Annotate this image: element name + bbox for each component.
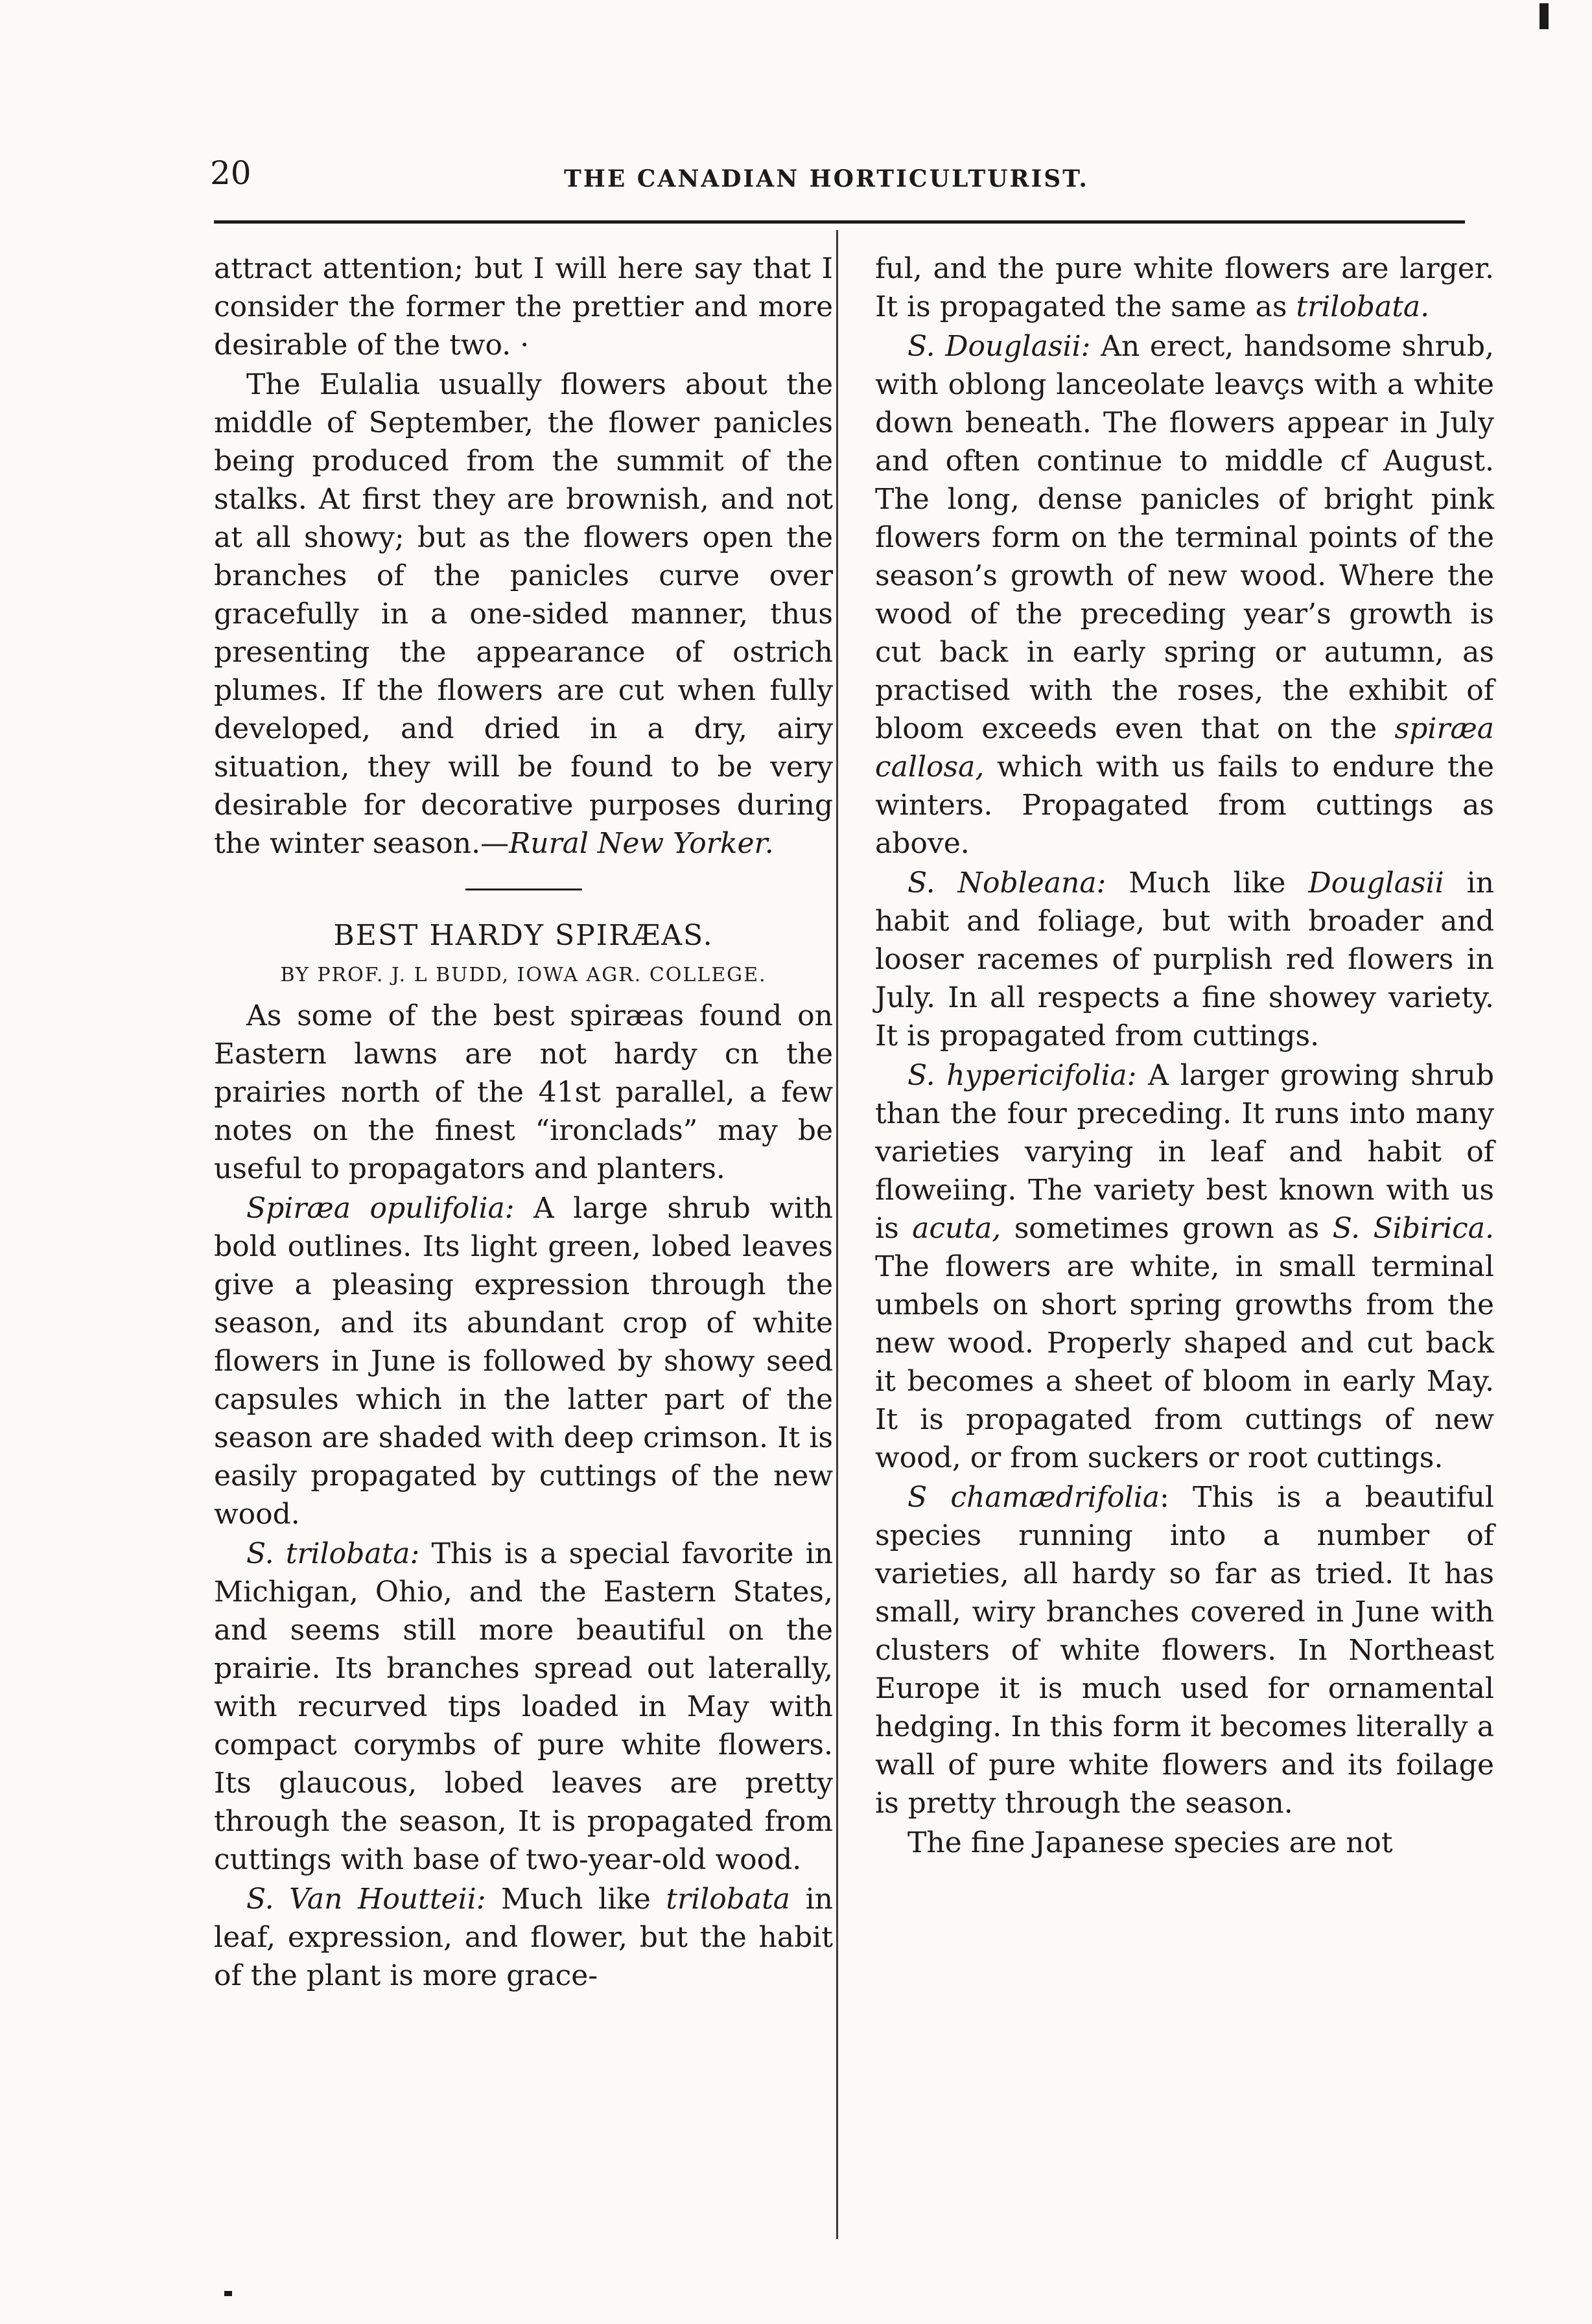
paragraph-text: A larger growing shrub than the four preceding. It runs into many varieties varying in leaf and habit of floweiing. The variety best known with us is <box>875 1059 1494 1245</box>
paragraph-text: sometimes grown as <box>1001 1212 1333 1245</box>
paragraph: As some of the best spiræas found on Eastern lawns are not hardy cn the prairies north of the 41st parallel, a few notes on the finest “ironclads” may be useful to propagators and planters. <box>214 999 833 1185</box>
header-rule <box>214 220 1465 224</box>
paragraph <box>875 250 1494 326</box>
article-title: BEST HARDY SPIRÆAS. <box>333 919 714 952</box>
paragraph-text: The Eulalia usually flowers about the middle of September, the flower panicles being produced from the summit of the stalks. At first they are brownish, and not at all showy; but as the flowers open the branches of the panicles curve over gracefully in a one-sided manner, thus presenting the appearance of ostrich plumes. If the flowers are cut when fully developed, and dried in a dry, airy situation, they will be found to be very desirable for decorative purposes during the winter season.— <box>214 368 833 860</box>
italic-term: trilobata. <box>1296 290 1430 323</box>
page-number: 20 <box>210 154 252 192</box>
paragraph-text: An erect, handsome shrub, with oblong lanceolate leavçs with a white down beneath. The flowers appear in July and often continue to middle cf August. The long, dense panicles of bright pink flowers form on the terminal points of the season’s growth of new wood. Where the wood of the preceding year’s growth is cut back in early spring or autumn, as practised with the roses, the exhibit of bloom exceeds even that on the <box>875 330 1495 745</box>
italic-term: acuta, <box>912 1212 1001 1245</box>
species-name: Spiræa opulifolia: <box>246 1192 515 1225</box>
species-name: S. Van Houtteii: <box>246 1883 486 1916</box>
left-column <box>214 250 833 1996</box>
column-divider <box>836 230 838 2239</box>
paragraph <box>214 1880 833 1995</box>
paragraph <box>875 327 1494 863</box>
paragraph <box>214 1189 833 1533</box>
paragraph <box>875 1056 1494 1477</box>
paragraph-text: The flowers are white, in small terminal umbels on short spring growths from the new wood. Properly shaped and cut back it becomes a sheet of bloom in early May. It is propagated from cuttings of new wood, or from suckers or root cuttings. <box>875 1250 1494 1474</box>
paragraph-text: A large shrub with bold outlines. Its light green, lobed leaves give a pleasing expression through the season, and its abundant crop of white flowers in June is followed by showy seed capsules which in the latter part of the season are shaded with deep crimson. It is easily propagated by cuttings of the new wood. <box>214 1192 833 1531</box>
paragraph-text: Much like <box>486 1883 666 1916</box>
running-title: THE CANADIAN HORTICULTURIST. <box>564 165 1089 192</box>
paragraph-text: which with us fails to endure the winters. Propagated from cuttings as above. <box>875 750 1494 860</box>
scan-mark <box>224 2291 232 2296</box>
paragraph-text: Much like <box>1106 866 1309 900</box>
paragraph-text: This is a special favorite in Michigan, Ohio, and the Eastern States, and seems still more beautiful on the prairie. Its branches spread out laterally, with recurved tips loaded in May with compact corymbs of pure white flowers. Its glaucous, lobed leaves are pretty through the season, It is propagated from cuttings with base of two-year-old wood. <box>214 1537 833 1876</box>
paragraph: attract attention; but I will here say that I consider the former the prettier and more desirable of the two. · <box>214 252 833 362</box>
paragraph <box>214 366 833 863</box>
paragraph: The fine Japanese species are not <box>907 1826 1393 1859</box>
italic-term: Douglasii <box>1308 866 1444 900</box>
right-column <box>875 250 1494 1863</box>
species-name: S chamædrifolia <box>907 1481 1160 1514</box>
paragraph <box>875 1478 1494 1822</box>
italic-term: spiræa callosa, <box>875 712 1494 784</box>
paragraph-text: in habit and foliage, but with broader and looser racemes of purplish red flowers in July. In all respects a fine showey variety. It is propagated from cuttings. <box>875 866 1494 1052</box>
section-divider <box>465 889 582 890</box>
source-citation: Rural New Yorker. <box>509 827 774 860</box>
article-byline: BY PROF. J. L BUDD, IOWA AGR. COLLEGE. <box>280 964 767 986</box>
paragraph <box>875 864 1494 1055</box>
species-name: S. Nobleana: <box>907 866 1106 900</box>
species-name: S. hypericifolia: <box>907 1059 1137 1092</box>
paragraph <box>214 1535 833 1879</box>
scan-mark <box>1539 3 1549 29</box>
paragraph-text: in leaf, expression, and flower, but the habit of the plant is more grace- <box>214 1883 833 1992</box>
species-name: S. trilobata: <box>246 1537 420 1570</box>
italic-term: S. Sibirica. <box>1332 1212 1495 1245</box>
italic-term: trilobata <box>666 1883 791 1916</box>
paragraph-text: ful, and the pure white flowers are larger. It is propagated the same as <box>875 252 1494 323</box>
paragraph-text: : This is a beautiful species running into a number of varieties, all hardy so far as tried. It has small, wiry branches covered in June with clusters of white flowers. In Northeast Europe it is much used for ornamental hedging. In this form it becomes literally a wall of pure white flowers and its foilage is pretty through the season. <box>875 1481 1494 1820</box>
species-name: S. Douglasii: <box>907 330 1091 363</box>
